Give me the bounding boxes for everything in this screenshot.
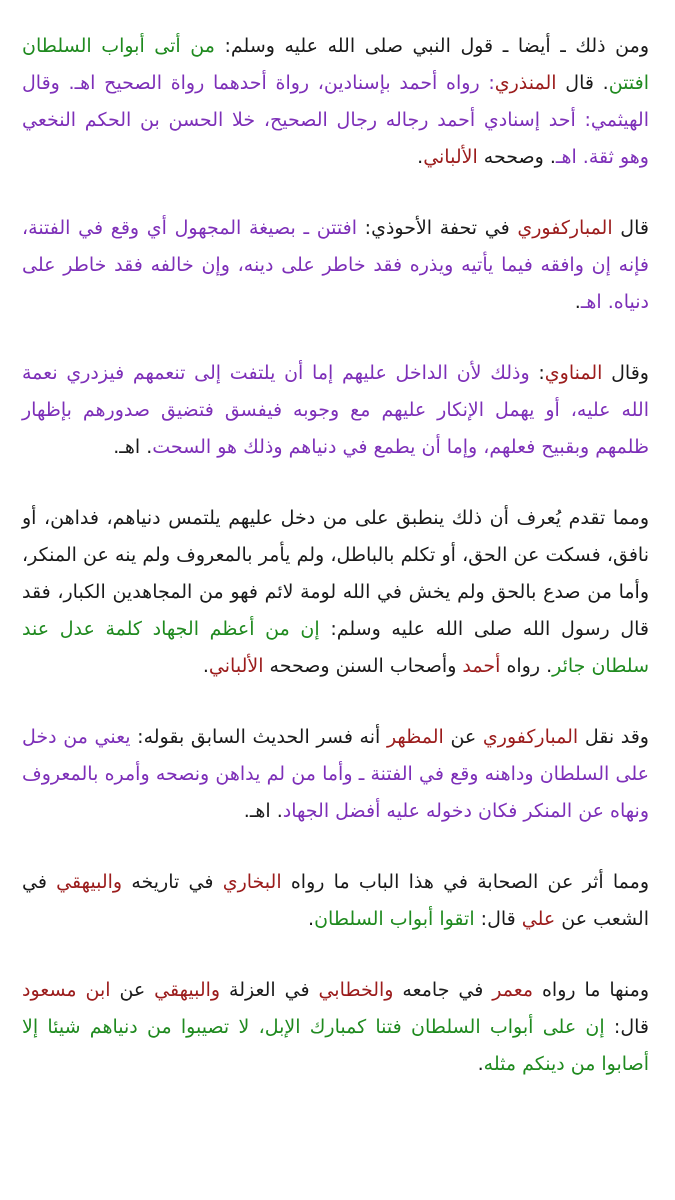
text-segment: وقال — [602, 362, 649, 384]
text-segment: وقد نقل — [578, 726, 649, 748]
paragraph — [22, 864, 649, 938]
text-segment: الألباني — [208, 655, 264, 677]
text-segment: الألباني — [423, 146, 478, 168]
text-segment: من أتى أبواب السلطان افتتن — [22, 35, 649, 94]
text-segment: المنذري — [494, 72, 557, 94]
paragraph — [22, 500, 649, 685]
text-segment: علي — [521, 908, 556, 930]
text-segment: إن على أبواب السلطان فتنا كمبارك الإبل، لا تصيبوا من دنياهم شيئا إلا أصابوا من دينكم مثله — [22, 1016, 649, 1075]
text-segment: معمر — [492, 979, 534, 1001]
paragraph — [22, 355, 649, 466]
text-segment: : — [529, 362, 545, 384]
text-segment: في الشعب عن — [22, 871, 649, 930]
paragraph — [22, 972, 649, 1083]
text-segment: . — [477, 1053, 484, 1075]
text-segment: . اهـ. — [243, 800, 283, 822]
text-segment: أحمد — [462, 655, 501, 677]
text-segment: ومما أثر عن الصحابة في هذا الباب ما رواه — [281, 871, 649, 893]
text-segment: والخطابي — [318, 979, 394, 1001]
text-segment: في تاريخه — [122, 871, 223, 893]
text-segment: اتقوا أبواب السلطان — [314, 908, 475, 930]
text-segment: ابن مسعود — [22, 979, 111, 1001]
text-segment: : رواه أحمد بإسنادين، رواة أحدهما رواة الصحيح اهـ. وقال الهيثمي: أحد إسنادي أحمد رجاله رجال الصحيح، خلا الحسن بن الحكم النخعي وهو ثقة. اهـ — [22, 72, 649, 168]
text-segment: في تحفة الأحوذي: — [357, 217, 518, 239]
text-segment: وأصحاب السنن وصححه — [263, 655, 463, 677]
text-segment: . اهـ. — [113, 436, 153, 458]
text-segment: المظهر — [386, 726, 444, 748]
text-segment: في جامعه — [393, 979, 493, 1001]
text-segment: . — [574, 291, 581, 313]
text-segment: أنه فسر الحديث السابق بقوله: — [130, 726, 387, 748]
paragraph — [22, 210, 649, 321]
text-segment: عن — [110, 979, 155, 1001]
text-segment: . — [308, 908, 315, 930]
text-segment: المباركفوري — [517, 217, 613, 239]
text-segment: البخاري — [222, 871, 282, 893]
text-segment: ومن ذلك ـ أيضا ـ قول النبي صلى الله عليه وسلم: — [214, 35, 649, 57]
text-segment: وذلك لأن الداخل عليهم إما أن يلتفت إلى تنعمهم فيزدري نعمة الله عليه، أو يهمل الإنكار عليهم مع وجوبه فيفسق فتضيق صدورهم بإظهار ظلمهم وبقبيح فعلهم، وإما أن يطمع في دنياهم وذلك هو السحت — [22, 362, 649, 458]
text-segment: . وصححه — [477, 146, 556, 168]
text-segment: . رواه — [500, 655, 553, 677]
text-segment: افتتن ـ بصيغة المجهول أي وقع في الفتنة، فإنه إن وافقه فيما يأتيه ويذره فقد خاطر على دينه، وإن خالفه فقد خاطر على دنياه. اهـ — [22, 217, 649, 313]
paragraph — [22, 719, 649, 830]
text-segment: والبيهقي — [56, 871, 123, 893]
text-segment: يعني من دخل على السلطان وداهنه وقع في الفتنة ـ وأما من لم يداهن ونصحه وأمره بالمعروف ونهاه عن المنكر فكان دخوله عليه أفضل الجهاد — [22, 726, 649, 822]
text-segment: قال: — [604, 1016, 649, 1038]
paragraph — [22, 28, 649, 176]
text-segment: . — [202, 655, 209, 677]
text-segment: ومنها ما رواه — [533, 979, 649, 1001]
text-segment: في العزلة — [220, 979, 319, 1001]
text-segment: المباركفوري — [482, 726, 579, 748]
text-segment: إن من أعظم الجهاد كلمة عدل عند سلطان جائر — [22, 618, 649, 677]
text-segment: قال: — [474, 908, 522, 930]
text-segment: . قال — [556, 72, 609, 94]
text-segment: قال — [612, 217, 649, 239]
text-segment: المناوي — [544, 362, 603, 384]
text-segment: عن — [443, 726, 483, 748]
text-segment: . — [417, 146, 424, 168]
text-segment: ومما تقدم يُعرف أن ذلك ينطبق على من دخل عليهم يلتمس دنياهم، فداهن، أو نافق، فسكت عن الحق، أو تكلم بالباطل، ولم يأمر بالمعروف ولم ينه عن المنكر، وأما من صدع بالحق ولم يخش في الله لومة لائم فهو من المجاهدين الكبار، فقد قال رسول الله صلى الله عليه وسلم: — [22, 507, 649, 640]
text-segment: والبيهقي — [154, 979, 221, 1001]
